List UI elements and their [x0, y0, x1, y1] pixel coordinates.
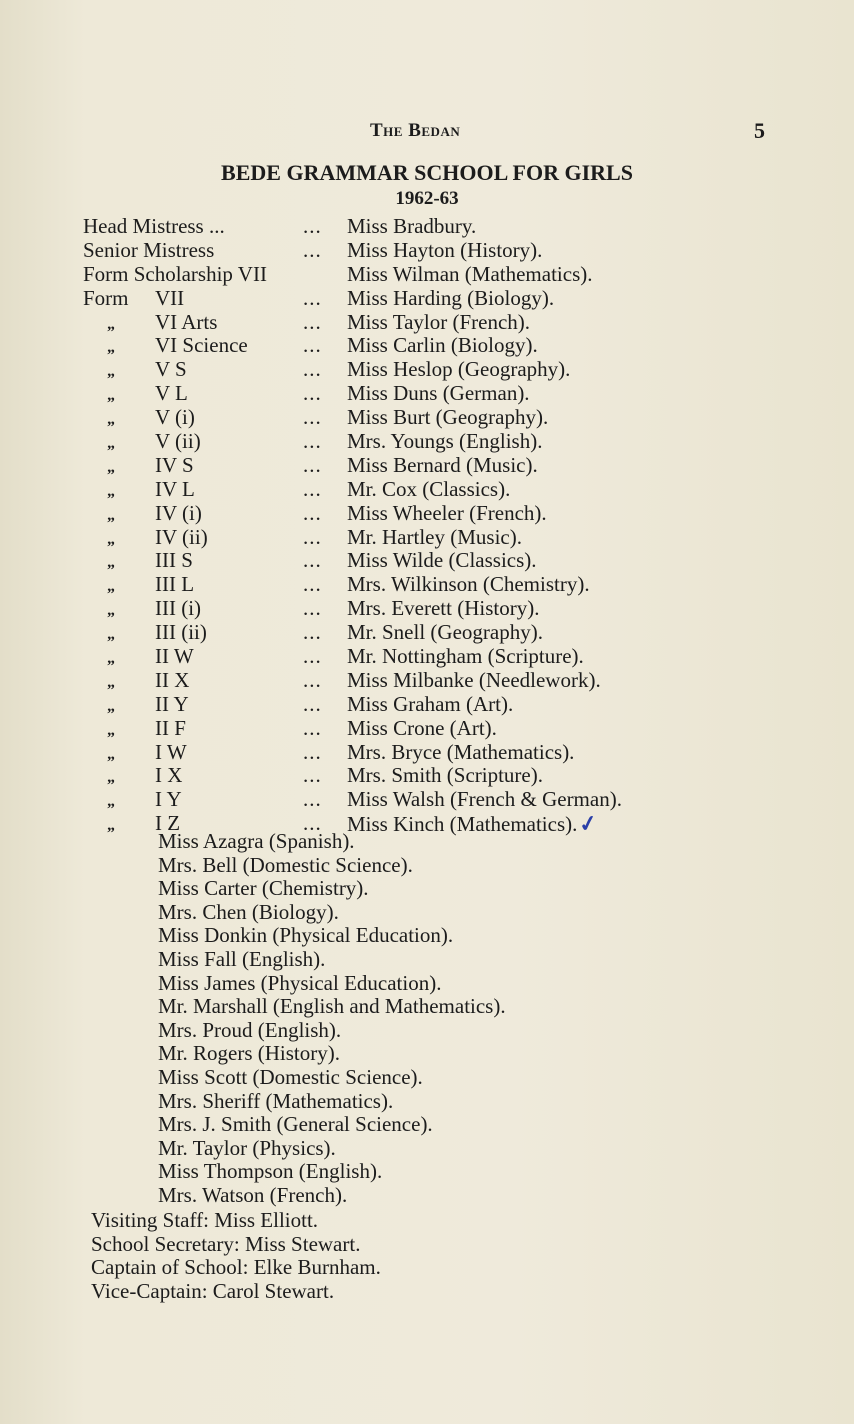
staff-name: Miss Burt (Geography).	[347, 405, 549, 430]
leader-dots: ...	[303, 476, 322, 501]
staff-name: Mrs. Bryce (Mathematics).	[347, 739, 575, 764]
list-item: Miss Donkin (Physical Education).	[158, 923, 454, 948]
staff-name: Miss Wheeler (French).	[347, 500, 547, 525]
list-item: Miss Thompson (English).	[158, 1159, 383, 1184]
form-label: I W	[155, 739, 187, 764]
leader-dots: ...	[303, 715, 322, 740]
list-item: Miss Azagra (Spanish).	[158, 829, 355, 853]
ditto-mark: „	[107, 793, 115, 811]
staff-name-cell	[347, 764, 543, 788]
staff-name: Miss Kinch (Mathematics).	[347, 812, 578, 837]
leader-dots: ...	[303, 787, 322, 812]
form-label: II Y	[155, 691, 189, 716]
staff-name: Mr. Cox (Classics).	[347, 476, 511, 501]
form-label: V (ii)	[155, 429, 201, 454]
ditto-mark: „	[107, 530, 115, 548]
role-label: Head Mistress ...	[83, 214, 225, 238]
staff-name-cell	[347, 311, 530, 335]
leader-dots: ...	[303, 237, 322, 262]
ditto-mark: „	[107, 435, 115, 453]
form-label: III (ii)	[155, 620, 207, 645]
staff-name: Miss Hayton (History).	[347, 237, 543, 262]
form-label: IV S	[155, 452, 194, 477]
leader-dots: ...	[303, 333, 322, 358]
staff-name: Miss Taylor (French).	[347, 309, 531, 334]
footer-line: School Secretary: Miss Stewart.	[91, 1231, 361, 1256]
ditto-mark: „	[107, 578, 115, 596]
staff-name-cell	[347, 717, 497, 741]
role-label: Senior Mistress	[83, 237, 215, 262]
form-label: III L	[155, 572, 195, 597]
staff-name: Mrs. Everett (History).	[347, 596, 540, 621]
list-item: Mrs. J. Smith (General Science).	[158, 1112, 433, 1137]
form-label: I Y	[155, 787, 182, 812]
leader-dots: ...	[303, 548, 322, 573]
staff-name: Miss Graham (Art).	[347, 691, 514, 716]
list-item: Mr. Rogers (History).	[158, 1041, 340, 1066]
list-item: Mrs. Proud (English).	[158, 1017, 342, 1042]
staff-name-cell	[347, 358, 570, 382]
staff-name-cell	[347, 573, 590, 597]
staff-name-cell	[347, 406, 548, 430]
staff-name-cell	[347, 430, 542, 454]
staff-name-cell	[347, 788, 622, 812]
staff-name-cell	[347, 334, 538, 358]
leader-dots: ...	[303, 667, 322, 692]
form-label: VI Arts	[155, 309, 218, 334]
leader-dots: ...	[303, 357, 322, 382]
title-line-2: 1962-63	[395, 188, 459, 209]
ditto-mark: „	[107, 769, 115, 787]
staff-name: Miss Heslop (Geography).	[347, 357, 571, 382]
staff-name: Miss Bernard (Music).	[347, 452, 538, 477]
form-label: I Z	[155, 811, 181, 836]
ditto-mark: „	[107, 458, 115, 476]
staff-name-cell	[347, 669, 601, 693]
list-item: Miss James (Physical Education).	[158, 970, 442, 995]
staff-name: Mr. Snell (Geography).	[347, 620, 543, 645]
leader-dots: ...	[303, 811, 322, 836]
page-number: 5	[754, 118, 765, 143]
title-line-1: BEDE GRAMMAR SCHOOL FOR GIRLS	[221, 160, 633, 185]
ditto-mark: „	[107, 673, 115, 691]
form-label: I X	[155, 763, 183, 788]
other-staff-list	[158, 830, 506, 1208]
ditto-mark: „	[107, 650, 115, 668]
staff-name: Miss Bradbury.	[347, 214, 477, 238]
leader-dots: ...	[303, 309, 322, 334]
form-label: VI Science	[155, 333, 248, 358]
role-label: Form Scholarship VII	[83, 261, 267, 286]
staff-name: Mrs. Wilkinson (Chemistry).	[347, 572, 590, 597]
list-item: Mrs. Bell (Domestic Science).	[158, 852, 413, 877]
staff-name-cell	[347, 693, 513, 717]
leader-dots: ...	[303, 500, 322, 525]
form-label: IV (i)	[155, 500, 202, 525]
footer-line: Visiting Staff: Miss Elliott.	[91, 1208, 319, 1232]
list-item: Mr. Taylor (Physics).	[158, 1135, 336, 1160]
ditto-mark: „	[107, 697, 115, 715]
ditto-mark: „	[107, 411, 115, 429]
footer-info	[91, 1209, 381, 1303]
list-item: Miss Scott (Domestic Science).	[158, 1064, 423, 1089]
list-item: Mrs. Watson (French).	[158, 1182, 348, 1207]
staff-name: Miss Carlin (Biology).	[347, 333, 538, 358]
leader-dots: ...	[303, 691, 322, 716]
leader-dots: ...	[303, 620, 322, 645]
checkmark-icon: ✓	[577, 809, 600, 838]
list-item: Mr. Marshall (English and Mathematics).	[158, 994, 506, 1019]
leader-dots: ...	[303, 452, 322, 477]
staff-name: Miss Walsh (French & German).	[347, 787, 622, 812]
staff-name: Miss Milbanke (Needlework).	[347, 667, 601, 692]
staff-name: Miss Crone (Art).	[347, 715, 497, 740]
form-label: II X	[155, 667, 190, 692]
leader-dots: ...	[303, 214, 322, 238]
form-label: V L	[155, 381, 188, 406]
ditto-mark: „	[107, 554, 115, 572]
leader-dots: ...	[303, 739, 322, 764]
staff-name-cell	[347, 645, 584, 669]
ditto-mark: „	[107, 482, 115, 500]
staff-name: Miss Wilde (Classics).	[347, 548, 537, 573]
staff-name: Miss Wilman (Mathematics).	[347, 261, 593, 286]
footer-line: Vice-Captain: Carol Stewart.	[91, 1278, 335, 1303]
staff-name-cell	[347, 549, 537, 573]
form-prefix: Form	[83, 285, 129, 310]
staff-name-cell	[347, 526, 522, 550]
ditto-mark: „	[107, 506, 115, 524]
staff-name: Miss Duns (German).	[347, 381, 530, 406]
list-item: Mrs. Sheriff (Mathematics).	[158, 1088, 394, 1113]
footer-line: Captain of School: Elke Burnham.	[91, 1255, 381, 1280]
ditto-mark: „	[107, 339, 115, 357]
leader-dots: ...	[303, 763, 322, 788]
leader-dots: ...	[303, 429, 322, 454]
running-head: The Bedan	[370, 120, 461, 141]
staff-name-cell	[347, 502, 547, 526]
form-label: VII	[155, 285, 185, 310]
leader-dots: ...	[303, 381, 322, 406]
page-title	[0, 160, 854, 210]
leader-dots: ...	[303, 572, 322, 597]
leader-dots: ...	[303, 524, 322, 549]
staff-name-cell	[347, 597, 539, 621]
ditto-mark: „	[107, 315, 115, 333]
staff-name: Mr. Nottingham (Scripture).	[347, 644, 584, 669]
list-item: Miss Carter (Chemistry).	[158, 876, 369, 901]
form-label: III (i)	[155, 596, 202, 621]
form-label: IV L	[155, 476, 195, 501]
form-label: V (i)	[155, 405, 195, 430]
leader-dots: ...	[303, 405, 322, 430]
staff-name-cell	[347, 382, 530, 406]
form-label: II W	[155, 644, 194, 669]
staff-name: Mrs. Youngs (English).	[347, 429, 543, 454]
ditto-mark: „	[107, 721, 115, 739]
staff-name-cell	[347, 741, 574, 765]
list-item: Mrs. Chen (Biology).	[158, 899, 339, 924]
ditto-mark: „	[107, 626, 115, 644]
form-label: II F	[155, 715, 186, 740]
leader-dots: ...	[303, 596, 322, 621]
ditto-mark: „	[107, 387, 115, 405]
staff-name: Mr. Hartley (Music).	[347, 524, 522, 549]
form-label: V S	[155, 357, 187, 382]
staff-name: Miss Harding (Biology).	[347, 285, 555, 310]
leader-dots: ...	[303, 285, 322, 310]
staff-name: Mrs. Smith (Scripture).	[347, 763, 543, 788]
form-label: IV (ii)	[155, 524, 208, 549]
form-label: III S	[155, 548, 193, 573]
ditto-mark: „	[107, 602, 115, 620]
list-item: Miss Fall (English).	[158, 946, 326, 971]
staff-name-cell	[347, 454, 538, 478]
ditto-mark: „	[107, 745, 115, 763]
ditto-mark: „	[107, 817, 115, 835]
leader-dots: ...	[303, 644, 322, 669]
ditto-mark: „	[107, 363, 115, 381]
staff-name-cell	[347, 478, 510, 502]
staff-name-cell	[347, 621, 543, 645]
